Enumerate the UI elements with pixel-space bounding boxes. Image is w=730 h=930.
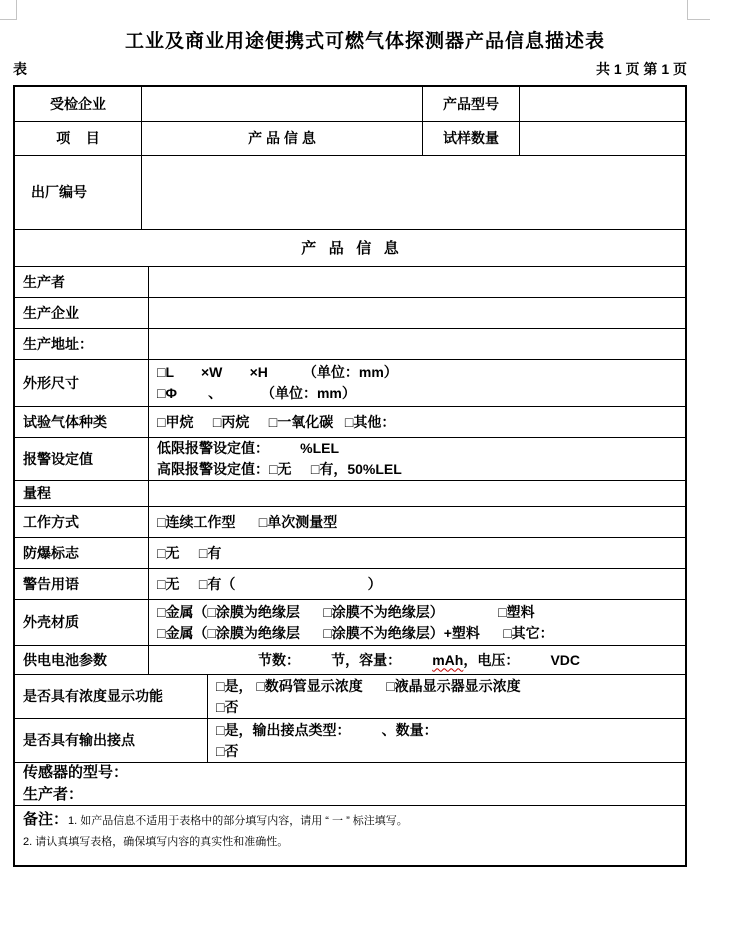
row-remarks <box>15 805 685 865</box>
product-model-label: 产品型号 <box>422 87 519 121</box>
row-range <box>15 480 685 506</box>
row-concentration-display <box>15 674 685 718</box>
row-sensor-info <box>15 762 685 805</box>
sensor-info-cell[interactable] <box>15 763 685 805</box>
product-info-section-banner: 产 品 信 息 <box>301 239 399 257</box>
page-margin-mark-top-right-horizontal <box>687 19 710 20</box>
concentration-display-no-line: □否 <box>216 698 239 715</box>
alarm-high-limit-line: 高限报警设定值：□无 □有，50%LEL <box>157 461 402 477</box>
remarks-cell <box>15 806 685 865</box>
concentration-display-yes-line: □是， □数码管显示浓度 □液晶显示器显示浓度 <box>216 677 521 694</box>
test-gas-type-options[interactable]: □甲烷 □丙烷 □一氧化碳 □其他： <box>148 407 685 437</box>
output-contact-no-line: □否 <box>216 742 239 759</box>
remarks-note-1: 1. 如产品信息不适用于表格中的部分填写内容，请用 “ 一 ” 标注填写。 <box>68 815 408 827</box>
alarm-setpoint-options[interactable] <box>148 438 685 480</box>
page-margin-mark-top-right-vertical <box>687 0 688 19</box>
row-output-contact <box>15 718 685 762</box>
row-housing-material <box>15 599 685 645</box>
battery-text-before: 节数： 节，容量： <box>257 651 433 668</box>
row-producer <box>15 266 685 297</box>
row-item-header <box>15 121 685 155</box>
concentration-display-options[interactable] <box>207 675 685 718</box>
subheader <box>13 59 687 79</box>
remarks-line-1 <box>23 809 408 832</box>
sensor-model-label: 传感器的型号： <box>23 764 129 781</box>
manufacturer-label: 生产企业 <box>23 304 79 321</box>
production-address-value[interactable] <box>148 329 685 359</box>
range-label: 量程 <box>23 485 51 501</box>
row-test-gas-type <box>15 406 685 437</box>
product-model-value[interactable] <box>519 87 685 121</box>
manufacturer-value[interactable] <box>148 298 685 328</box>
row-production-address <box>15 328 685 359</box>
item-product-info-header: 产 品 信 息 <box>141 122 422 155</box>
range-value[interactable] <box>148 481 685 506</box>
warning-words-options[interactable]: □无 □有（ ） <box>148 569 685 599</box>
inspected-company-value[interactable] <box>141 87 422 121</box>
battery-parameters-label: 供电电池参数 <box>23 651 107 668</box>
housing-material-line-2: □金属（□涂膜为绝缘层 □涂膜不为绝缘层）+塑料 □其它： <box>157 624 554 641</box>
remarks-note-2: 2. 请认真填写表格，确保填写内容的真实性和准确性。 <box>23 836 289 848</box>
warning-words-label: 警告用语 <box>23 575 79 592</box>
output-contact-yes-line: □是，输出接点类型： 、数量： <box>216 721 438 738</box>
row-alarm-setpoint <box>15 437 685 480</box>
dimensions-options[interactable] <box>148 360 685 406</box>
work-mode-options[interactable]: □连续工作型 □单次测量型 <box>148 507 685 537</box>
sensor-producer-label: 生产者： <box>23 786 84 803</box>
concentration-display-label: 是否具有浓度显示功能 <box>23 688 163 704</box>
factory-number-label: 出厂编号 <box>31 184 87 200</box>
alarm-setpoint-label: 报警设定值 <box>23 450 93 467</box>
inspected-company-label: 受检企业 <box>50 95 106 112</box>
housing-material-line-1: □金属（□涂膜为绝缘层 □涂膜不为绝缘层） □塑料 <box>157 603 535 620</box>
dimensions-label: 外形尺寸 <box>23 374 79 391</box>
work-mode-label: 工作方式 <box>23 513 79 530</box>
sample-qty-label: 试样数量 <box>422 122 519 155</box>
row-section-banner <box>15 229 685 266</box>
factory-number-value[interactable] <box>141 156 685 229</box>
battery-mah-spellcheck: mAh <box>432 651 464 668</box>
producer-value[interactable] <box>148 267 685 297</box>
test-gas-type-label: 试验气体种类 <box>23 413 107 430</box>
table-label: 表 <box>13 61 27 77</box>
row-dimensions <box>15 359 685 406</box>
row-battery-parameters <box>15 645 685 674</box>
remarks-label: 备注： <box>23 811 69 828</box>
page-margin-mark-top-left-horizontal <box>0 19 17 20</box>
item-label: 项 目 <box>56 130 100 146</box>
dimensions-line-lwh: □L ×W ×H （单位：mm） <box>157 364 398 380</box>
housing-material-options[interactable] <box>148 600 685 645</box>
producer-label: 生产者 <box>23 273 65 290</box>
page-margin-mark-top-left-vertical <box>16 0 17 19</box>
production-address-label: 生产地址： <box>23 335 93 352</box>
row-work-mode <box>15 506 685 537</box>
row-inspected-company <box>15 87 685 121</box>
document-title: 工业及商业用途便携式可燃气体探测器产品信息描述表 <box>124 31 605 52</box>
page-count-info: 共 1 页 第 1 页 <box>595 61 687 77</box>
dimensions-line-phi: □Φ 、 （单位：mm） <box>157 385 356 401</box>
row-warning-words <box>15 568 685 599</box>
output-contact-label: 是否具有输出接点 <box>23 732 135 748</box>
product-info-form-table <box>13 85 687 867</box>
sample-qty-value[interactable] <box>519 122 685 155</box>
explosion-proof-mark-label: 防爆标志 <box>23 544 79 561</box>
row-manufacturer <box>15 297 685 328</box>
battery-text-after: ，电压： VDC <box>463 651 581 668</box>
battery-parameters-value[interactable] <box>148 646 685 674</box>
row-explosion-proof-mark <box>15 537 685 568</box>
explosion-proof-mark-options[interactable]: □无 □有 <box>148 538 685 568</box>
alarm-low-limit-line: 低限报警设定值： %LEL <box>157 440 340 456</box>
row-factory-number <box>15 155 685 229</box>
output-contact-options[interactable] <box>207 719 685 762</box>
housing-material-label: 外壳材质 <box>23 614 79 630</box>
